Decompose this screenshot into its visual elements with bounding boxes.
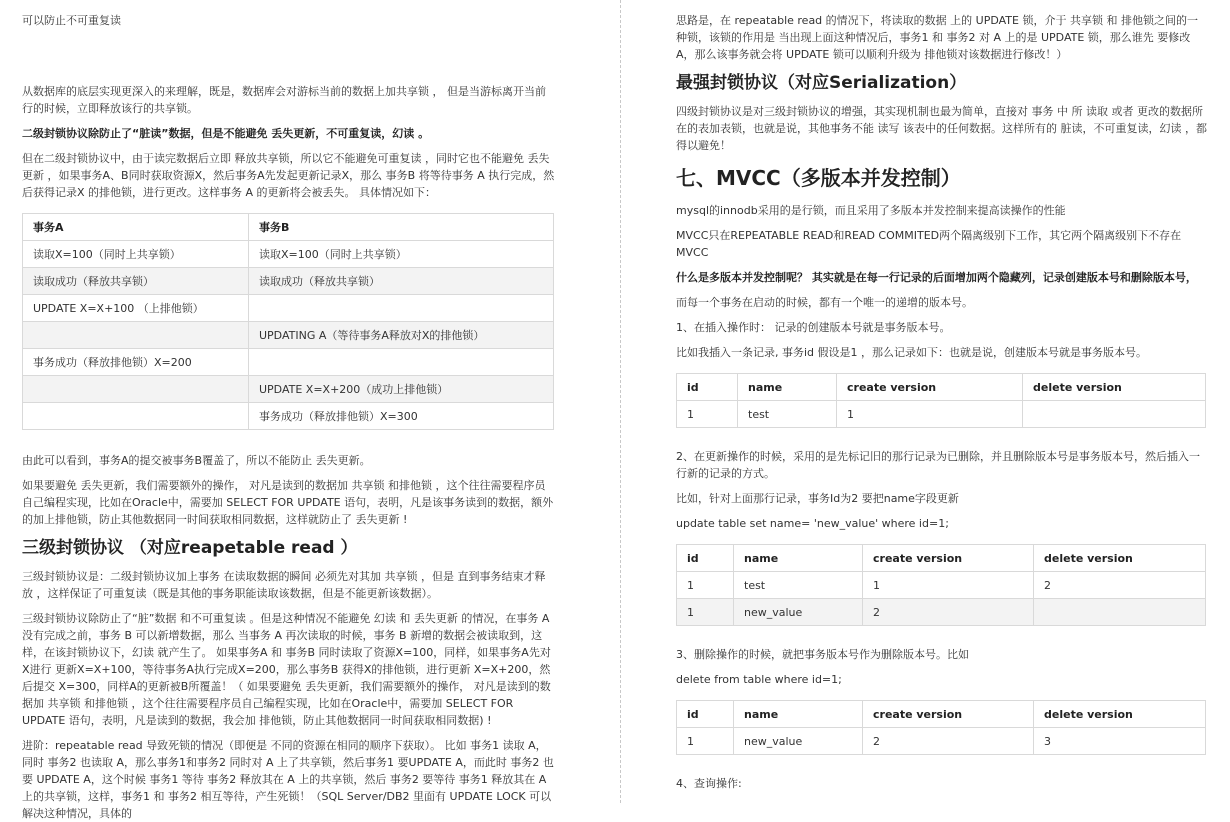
chapter-heading: 七、MVCC（多版本并发控制） [676, 166, 961, 190]
left-column [22, 0, 556, 820]
table-row [23, 268, 554, 295]
table-cell: 读取成功（释放共享锁） [23, 268, 249, 295]
paragraph: 而每一个事务在启动的时候，都有一个唯一的递增的版本号。 [676, 296, 973, 309]
table-cell: 3 [1034, 728, 1206, 755]
table-row [677, 599, 1206, 626]
table-row [23, 295, 554, 322]
paragraph: mysql的innodb采用的是行锁，而且采用了多版本并发控制来提高读操作的性能 [676, 204, 1066, 217]
table-row [677, 401, 1206, 428]
version-table-delete [676, 700, 1206, 755]
paragraph: 从数据库的底层实现更深入的来理解，既是，数据库会对游标当前的数据上加共享锁 ， 但是当游标离开当前行的时候，立即释放该行的共享锁。 [22, 85, 546, 115]
table-cell: 事务成功（释放排他锁）X=300 [249, 403, 554, 430]
paragraph: 可以防止不可重复读 [22, 14, 121, 27]
table-cell: 1 [677, 401, 738, 428]
table-header-delete-version: delete version [1034, 701, 1206, 728]
table-header-transaction-b: 事务B [249, 214, 554, 241]
section-heading: 三级封锁协议 （对应reapetable read ） [22, 538, 358, 558]
paragraph: 4、查询操作: [676, 777, 742, 790]
table-cell [1023, 401, 1206, 428]
paragraph: 3、删除操作的时候，就把事务版本号作为删除版本号。比如 [676, 648, 969, 661]
table-header-transaction-a: 事务A [23, 214, 249, 241]
paragraph: 什么是多版本并发控制呢？ 其实就是在每一行记录的后面增加两个隐藏列，记录创建版本号和删除版本号， [676, 271, 1197, 284]
version-table-insert [676, 373, 1206, 428]
table-cell: 1 [837, 401, 1023, 428]
page-divider [620, 0, 621, 803]
table-header-name: name [738, 374, 837, 401]
table-cell: 1 [677, 599, 734, 626]
paragraph: MVCC只在REPEATABLE READ和READ COMMITED两个隔离级别下工作，其它两个隔离级别下不存在MVCC [676, 229, 1182, 259]
paragraph: 比如我插入一条记录, 事务id 假设是1 ，那么记录如下：也就是说，创建版本号就是事务版本号。 [676, 346, 1148, 359]
table-cell: UPDATE X=X+200（成功上排他锁） [249, 376, 554, 403]
version-table-update [676, 544, 1206, 626]
table-row [677, 572, 1206, 599]
table-cell: 1 [677, 728, 734, 755]
table-cell [1034, 599, 1206, 626]
table-cell: 事务成功（释放排他锁）X=200 [23, 349, 249, 376]
table-row [23, 403, 554, 430]
table-header-id: id [677, 701, 734, 728]
table-cell: new_value [734, 599, 863, 626]
paragraph: 如果要避免 丢失更新，我们需要额外的操作， 对凡是读到的数据加 共享锁 和排他锁 ，这个往往需要程序员自己编程实现，比如在Oracle中，需要加 SELECT FOR UPDATE 语句，表明，凡是该事务读到的数据，额外的加上排他锁，防止其他数据同一时间获取相同数据，这样就防止了 丢失更新 ! [22, 479, 554, 526]
table-header-create-version: create version [837, 374, 1023, 401]
table-header-id: id [677, 374, 738, 401]
table-header-name: name [734, 545, 863, 572]
code-line: update table set name= 'new_value' where id=1; [676, 517, 949, 530]
paragraph: 三级封锁协议除防止了“脏”数据 和不可重复读 。但是这种情况不能避免 幻读 和 丢失更新 的情况，在事务 A 没有完成之前，事务 B 可以新增数据，那么 当事务 A 再次读取的时候，事务 B 新增的数据会被读取到，这样，在该封锁协议下，幻读 就产生了。 如果事务A 和 事务B 同时读取了资源X=100，同样，如果事务A先对X进行 更新X=X+100，等待事务A执行完成X=200，那么事务B 获得X的排他锁，进行更新 X=X+200，然后提交 X=300，同样A的更新被B所覆盖！（ 如果要避免 丢失更新，我们需要额外的操作， 对凡是读到的数据加 共享锁 和排他锁 ，这个往往需要程序员自己编程实现，比如在Oracle中，需要加 SELECT FOR UPDATE 语句，表明，凡是读到的数据，我会加 排他锁，防止其他数据同一时间获取相同数据) ! [22, 612, 551, 727]
paragraph: 四级封锁协议是对三级封锁协议的增强，其实现机制也最为简单，直接对 事务 中 所 读取 或者 更改的数据所在的表加表锁，也就是说，其他事务不能 读写 该表中的任何数据。这样所有的 脏读，不可重复读，幻读 ，都得以避免！ [676, 105, 1207, 152]
table-row [23, 241, 554, 268]
lost-update-table [22, 213, 554, 430]
table-header-delete-version: delete version [1034, 545, 1206, 572]
table-cell: 1 [677, 572, 734, 599]
table-row [23, 322, 554, 349]
table-cell [23, 376, 249, 403]
table-cell: UPDATING A（等待事务A释放对X的排他锁） [249, 322, 554, 349]
table-cell: UPDATE X=X+100 （上排他锁） [23, 295, 249, 322]
paragraph: 但在二级封锁协议中，由于读完数据后立即 释放共享锁，所以它不能避免可重复读 ，同时它也不能避免 丢失更新 ，如果事务A、B同时获取资源X，然后事务A先发起更新记录X，那么 事务B 将等待事务 A 执行完成，然后获得记录X 的排他锁，进行更改。这样事务 A 的更新将会被丢失。 具体情况如下： [22, 152, 555, 199]
table-header-delete-version: delete version [1023, 374, 1206, 401]
table-cell [249, 349, 554, 376]
paragraph: 1、在插入操作时： 记录的创建版本号就是事务版本号。 [676, 321, 951, 334]
paragraph: 2、在更新操作的时候，采用的是先标记旧的那行记录为已删除，并且删除版本号是事务版本号，然后插入一行新的记录的方式。 [676, 450, 1200, 480]
right-column [676, 0, 1208, 803]
table-row [677, 728, 1206, 755]
table-cell: test [734, 572, 863, 599]
table-cell: 读取X=100（同时上共享锁） [23, 241, 249, 268]
table-cell: 1 [863, 572, 1034, 599]
paragraph: 由此可以看到，事务A的提交被事务B覆盖了，所以不能防止 丢失更新。 [22, 454, 371, 467]
paragraph: 二级封锁协议除防止了“脏读”数据，但是不能避免 丢失更新，不可重复读，幻读 。 [22, 127, 430, 140]
table-cell: 2 [863, 599, 1034, 626]
table-cell [23, 322, 249, 349]
table-cell [249, 295, 554, 322]
table-cell [23, 403, 249, 430]
paragraph: 比如，针对上面那行记录，事务Id为2 要把name字段更新 [676, 492, 959, 505]
section-heading: 最强封锁协议（对应Serialization） [676, 73, 967, 93]
table-cell: 读取成功（释放共享锁） [249, 268, 554, 295]
table-cell: test [738, 401, 837, 428]
table-header-name: name [734, 701, 863, 728]
paragraph: 三级封锁协议是：二级封锁协议加上事务 在读取数据的瞬间 必须先对其加 共享锁 ，但是 直到事务结束才释放 ，这样保证了可重复读（既是其他的事务职能读取该数据，但是不能更新该数据）。 [22, 570, 546, 600]
code-line: delete from table where id=1; [676, 673, 842, 686]
table-cell: 2 [1034, 572, 1206, 599]
table-row [23, 349, 554, 376]
table-header-create-version: create version [863, 701, 1034, 728]
table-row [23, 376, 554, 403]
table-cell: 2 [863, 728, 1034, 755]
paragraph: 思路是，在 repeatable read 的情况下，将读取的数据 上的 UPDATE 锁，介于 共享锁 和 排他锁之间的一种锁，该锁的作用是 当出现上面这种情况后，事务1 和 事务2 对 A 上的是 UPDATE 锁，那么谁先 要修改 A，那么该事务就会将 UPDATE 锁可以顺利升级为 排他锁对该数据进行修改！） [676, 14, 1198, 61]
table-header-create-version: create version [863, 545, 1034, 572]
table-cell: new_value [734, 728, 863, 755]
table-header-id: id [677, 545, 734, 572]
table-cell: 读取X=100（同时上共享锁） [249, 241, 554, 268]
paragraph: 进阶：repeatable read 导致死锁的情况（即便是 不同的资源在相同的顺序下获取）。 比如 事务1 读取 A，同时 事务2 也读取 A，那么事务1和事务2 同时对 A 上了共享锁，然后事务1 要UPDATE A，而此时 事务2 也要 UPDATE A，这个时候 事务1 等待 事务2 释放其在 A 上的共享锁，然后 事务2 要等待 事务1 释放其在 A 上的共享锁，这样，事务1 和 事务2 相互等待，产生死锁！（SQL Server/DB2 里面有 UPDATE LOCK 可以解决这种情况，具体的 [22, 739, 554, 820]
